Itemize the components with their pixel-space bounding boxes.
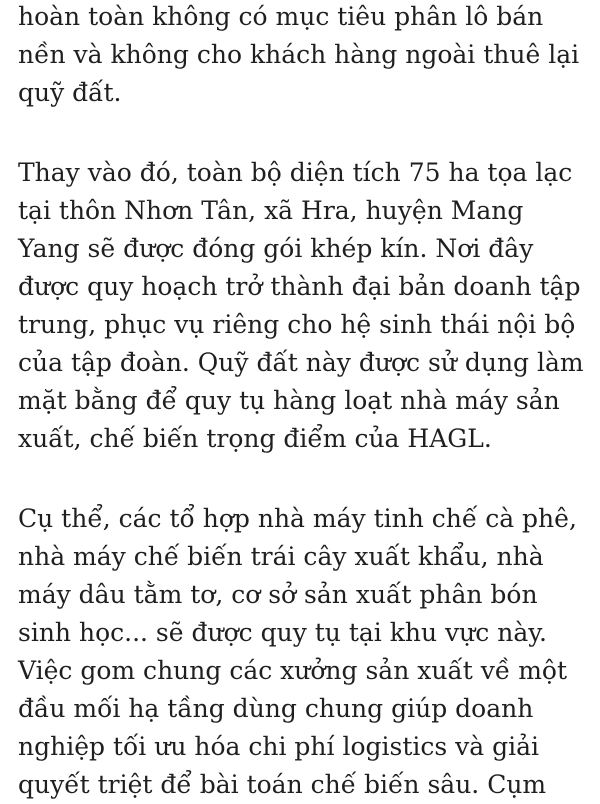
paragraph-3 xyxy=(18,500,577,804)
text-line: nhà máy chế biến trái cây xuất khẩu, nhà xyxy=(18,542,544,571)
text-line: quyết triệt để bài toán chế biến sâu. Cụm xyxy=(18,770,547,799)
text-line: quỹ đất. xyxy=(18,78,122,107)
text-line: nền và không cho khách hàng ngoài thuê lại xyxy=(18,40,580,69)
text-line: Thay vào đó, toàn bộ diện tích 75 ha tọa lạc xyxy=(18,158,573,187)
text-line: trung, phục vụ riêng cho hệ sinh thái nội bộ xyxy=(18,310,576,339)
text-line: sinh học... sẽ được quy tụ tại khu vực này. xyxy=(18,618,547,647)
text-line: Yang sẽ được đóng gói khép kín. Nơi đây xyxy=(18,234,534,263)
text-line: xuất, chế biến trọng điểm của HAGL. xyxy=(18,424,492,453)
text-line: mặt bằng để quy tụ hàng loạt nhà máy sản xyxy=(18,386,560,415)
text-line: tại thôn Nhơn Tân, xã Hra, huyện Mang xyxy=(18,196,524,225)
text-line: đầu mối hạ tầng dùng chung giúp doanh xyxy=(18,694,534,723)
text-line: Cụ thể, các tổ hợp nhà máy tinh chế cà phê, xyxy=(18,504,577,533)
text-line: nghiệp tối ưu hóa chi phí logistics và giải xyxy=(18,732,540,761)
text-line: máy dâu tằm tơ, cơ sở sản xuất phân bón xyxy=(18,580,538,609)
paragraph-2 xyxy=(18,154,584,458)
text-line: Việc gom chung các xưởng sản xuất về một xyxy=(18,656,568,685)
text-line: được quy hoạch trở thành đại bản doanh tập xyxy=(18,272,581,301)
text-line: của tập đoàn. Quỹ đất này được sử dụng làm xyxy=(18,348,584,377)
text-line: hoàn toàn không có mục tiêu phân lô bán xyxy=(18,2,544,31)
paragraph-1 xyxy=(18,0,579,112)
